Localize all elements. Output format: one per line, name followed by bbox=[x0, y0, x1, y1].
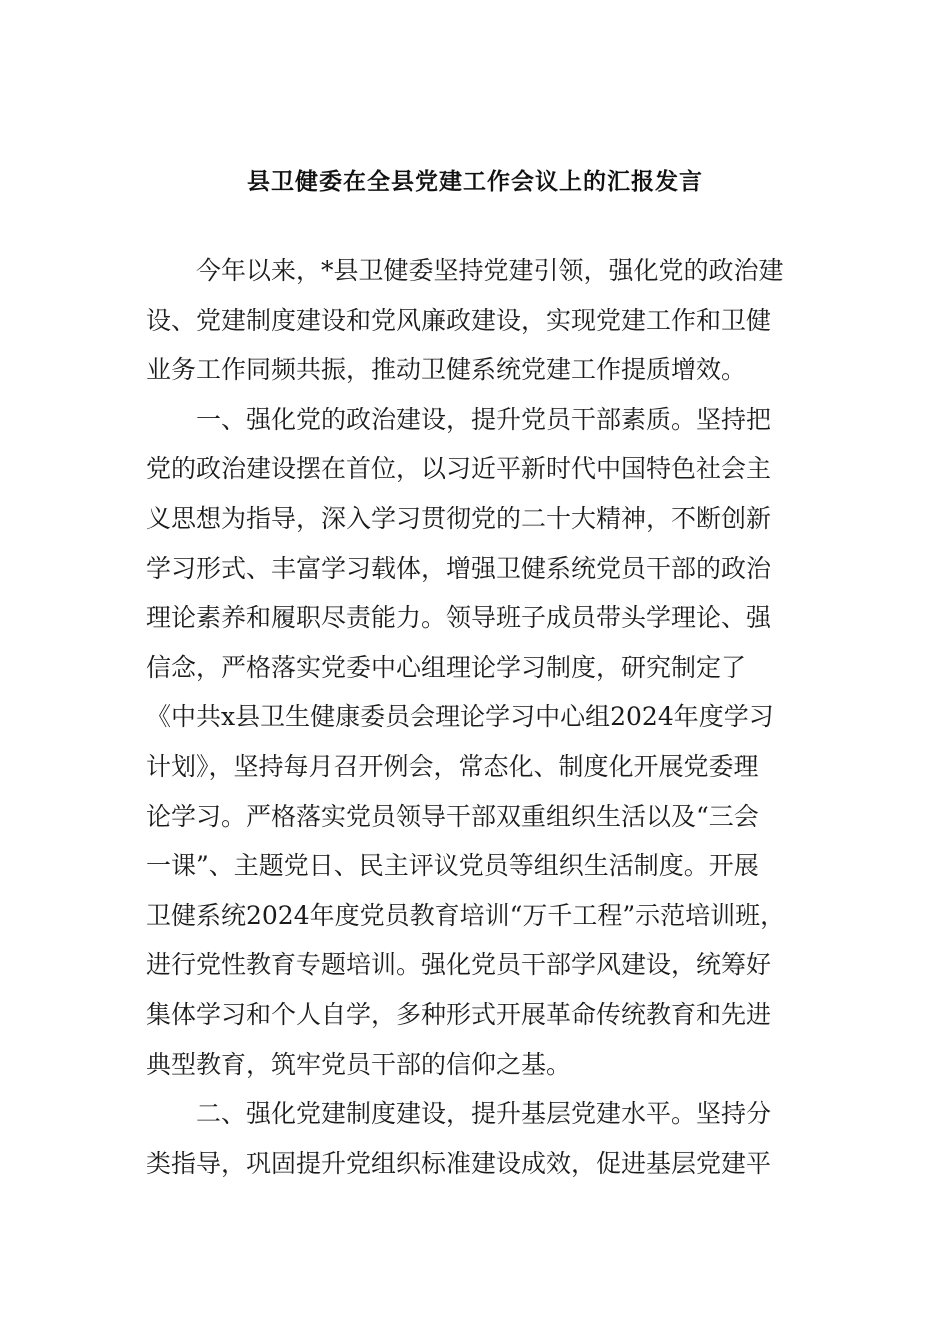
text-line: 设、党建制度建设和党风廉政建设，实现党建工作和卫健 bbox=[146, 305, 772, 335]
text-line: 二、强化党建制度建设，提升基层党建水平。坚持分 bbox=[196, 1099, 772, 1129]
text-line: 理论素养和履职尽责能力。领导班子成员带头学理论、强 bbox=[146, 603, 772, 633]
text-line: 一课”、主题党日、民主评议党员等组织生活制度。开展 bbox=[146, 851, 759, 881]
text-line: 业务工作同频共振，推动卫健系统党建工作提质增效。 bbox=[146, 355, 747, 385]
text-line: 今年以来，*县卫健委坚持党建引领，强化党的政治建 bbox=[196, 256, 784, 285]
text-line: 信念，严格落实党委中心组理论学习制度，研究制定了 bbox=[146, 652, 747, 682]
text-line: 党的政治建设摆在首位，以习近平新时代中国特色社会主 bbox=[146, 454, 772, 484]
text-line: 《中共x县卫生健康委员会理论学习中心组2024年度学习 bbox=[146, 702, 774, 732]
text-line: 论学习。严格落实党员领导干部双重组织生活以及“三会 bbox=[146, 801, 759, 831]
text-line: 卫健系统2024年度党员教育培训“万千工程”示范培训班， bbox=[146, 900, 786, 930]
text-line: 进行党性教育专题培训。强化党员干部学风建设，统筹好 bbox=[146, 950, 772, 980]
document-body bbox=[146, 246, 808, 1188]
document-title: 县卫健委在全县党建工作会议上的汇报发言 bbox=[247, 168, 703, 195]
text-line: 学习形式、丰富学习载体，增强卫健系统党员干部的政治 bbox=[146, 553, 772, 583]
paragraph-section-two bbox=[146, 1089, 808, 1188]
text-line: 计划》，坚持每月召开例会，常态化、制度化开展党委理 bbox=[146, 751, 759, 781]
text-line: 义思想为指导，深入学习贯彻党的二十大精神，不断创新 bbox=[146, 503, 772, 533]
paragraph-intro bbox=[146, 246, 808, 395]
text-line: 典型教育，筑牢党员干部的信仰之基。 bbox=[146, 1049, 572, 1079]
text-line: 集体学习和个人自学，多种形式开展革命传统教育和先进 bbox=[146, 999, 772, 1029]
paragraph-section-one bbox=[146, 395, 808, 1089]
text-line: 类指导，巩固提升党组织标准建设成效，促进基层党建平 bbox=[146, 1148, 772, 1178]
text-line: 一、强化党的政治建设，提升党员干部素质。坚持把 bbox=[196, 404, 772, 434]
